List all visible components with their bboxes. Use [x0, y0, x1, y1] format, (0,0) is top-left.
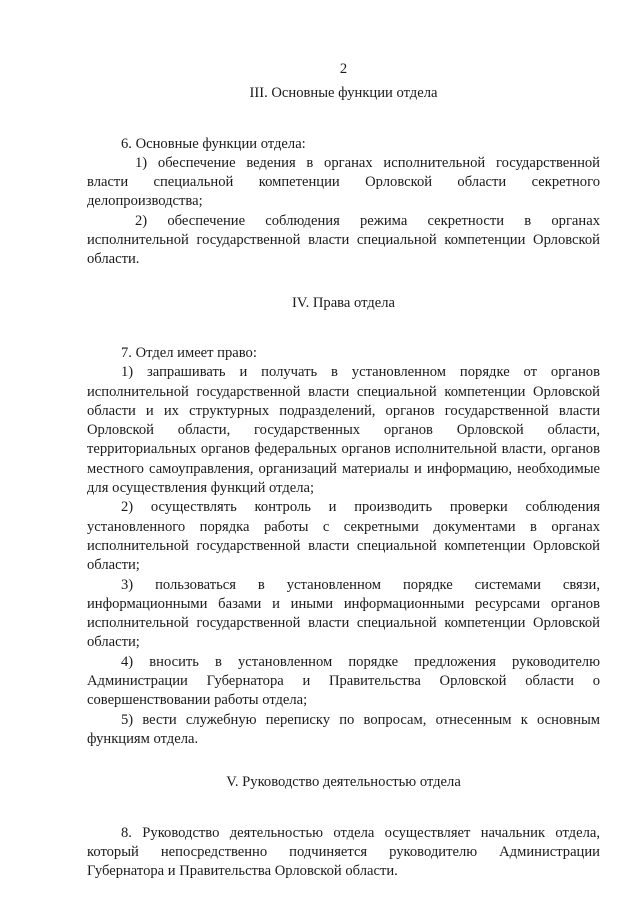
section-heading-main-functions: III. Основные функции отдела [249, 85, 438, 102]
section-heading-management: V. Руководство деятельностью отдела [226, 774, 461, 791]
list-item: 4) вносить в установленном порядке предложения руководителю Администрации Губернатора и Правительства Орловской области о совершенствовании работы отдела; [87, 653, 600, 709]
section-heading-rights: IV. Права отдела [292, 294, 395, 311]
section-management [87, 773, 600, 881]
list-item: 3) пользоваться в установленном порядке системами связи, информационными базами и иными информационными ресурсами органов исполнительной государственной власти специальной компетенции Орловской области; [87, 576, 600, 651]
section-main-functions [87, 84, 600, 269]
clause-8-paragraph: 8. Руководство деятельностью отдела осуществляет начальник отдела, который непосредственно подчиняется руководителю Администрации Губернатора и Правительства Орловской области. [87, 824, 600, 880]
list-item: 1) обеспечение ведения в органах исполнительной государственной власти специальной компетенции Орловской области секретного делопроизводства; [87, 154, 600, 210]
list-item: 1) запрашивать и получать в установленном порядке от органов исполнительной государственной власти специальной компетенции Орловской области и их структурных подразделений, органов государственной власти Орловской области, государственных органов Орловской области, территориальных органов федеральных органов исполнительной власти, органов местного самоуправления, организаций материалы и информацию, необходимые для осуществления функций отдела; [87, 364, 600, 497]
list-item: 2) обеспечение соблюдения режима секретности в органах исполнительной государственной власти специальной компетенции Орловской области. [87, 212, 600, 268]
clause-7-intro: 7. Отдел имеет право: [121, 344, 257, 361]
list-item: 2) осуществлять контроль и производить проверки соблюдения установленного порядка работы с секретными документами в органах исполнительной государственной власти специальной компетенции Орловской области; [87, 499, 600, 574]
page-number: 2 [339, 61, 348, 77]
section-department-rights [87, 294, 600, 750]
clause-6-intro: 6. Основные функции отдела: [121, 135, 306, 152]
list-item: 5) вести служебную переписку по вопросам, отнесенным к основным функциям отдела. [87, 711, 600, 747]
